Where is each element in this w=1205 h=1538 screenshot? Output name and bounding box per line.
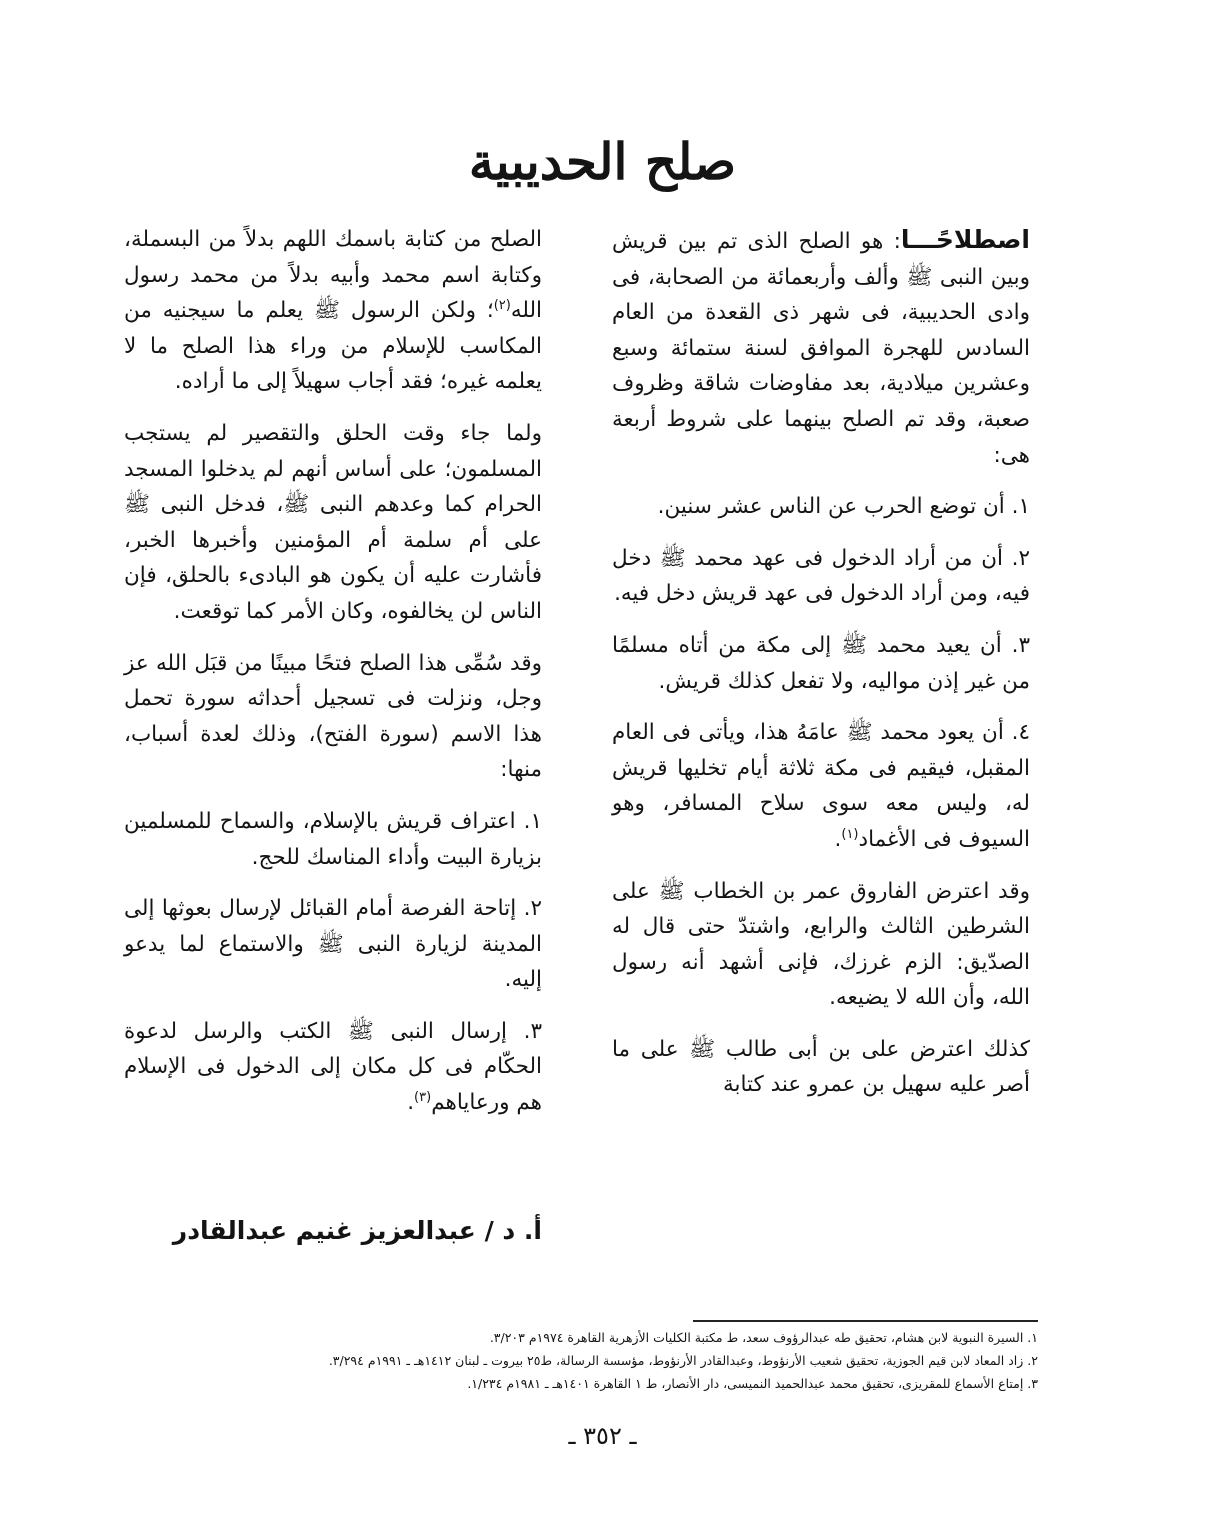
left-column — [124, 222, 542, 1137]
shaving-paragraph: ولما جاء وقت الحلق والتقصير لم يستجب المسلمون؛ على أساس أنهم لم يدخلوا المسجد الحرام كما وعدهم النبى ﷺ، فدخل النبى ﷺ على أم سلمة أم المؤمنين وأخبرها الخبر، فأشارت عليه أن يكون هو البادىء بالحلق، فإن الناس لن يخالفوه، وكان الأمر كما توقعت. — [124, 420, 542, 624]
footnote-ref-1: (١) — [841, 826, 859, 842]
footnote-divider — [693, 1320, 1038, 1322]
treaty-writing-paragraph — [124, 222, 542, 400]
ali-objection-paragraph: كذلك اعترض على بن أبى طالب ﷺ على ما أصر عليه سهيل بن عمرو عند كتابة — [612, 1036, 1030, 1098]
footnote-3: ٣. إمتاع الأسماع للمقريزى، تحقيق محمد عبدالحميد النميسى، دار الأنصار، ط ١ القاهرة ١٤٠١هـ ـ ١٩٨١م ١/٢٣٤. — [467, 1376, 1038, 1391]
treaty-writing-text-b: ؛ ولكن الرسول ﷺ يعلم ما سيجنيه من المكاسب للإسلام من وراء هذا الصلح ما لا يعلمه غيره؛ فقد أجاب سهيلاً إلى ما أراده. — [124, 298, 542, 395]
condition-2: ٢. أن من أراد الدخول فى عهد محمد ﷺ دخل فيه، ومن أراد الدخول فى عهد قريش دخل فيه. — [612, 545, 1030, 607]
right-column — [612, 222, 1030, 1119]
definition-text: : هو الصلح الذى تم بين قريش وبين النبى ﷺ وألف وأربعمائة من الصحابة، فى وادى الحديبية، فى شهر ذى القعدة من العام السادس للهجرة الموافق لسنة ستمائة وسبع وعشرين ميلادية، بعد مفاوضات شاقة وظروف صعبة، وقد تم الصلح بينهما على شروط أربعة هى: — [612, 229, 1030, 468]
condition-3: ٣. أن يعيد محمد ﷺ إلى مكة من أتاه مسلمًا من غير إذن مواليه، ولا تفعل كذلك قريش. — [612, 632, 1030, 694]
page-number: ـ ٣٥٢ ـ — [568, 1422, 637, 1450]
condition-4: ٤. أن يعود محمد ﷺ عامَهُ هذا، ويأتى فى العام المقبل، فيقيم فى مكة ثلاثة أيام تخليها قريش له، وليس معه سوى سلاح المسافر، وهو السيوف فى الأغماد$^{(١)}$. — [612, 720, 1030, 852]
footnote-2: ٢. زاد المعاد لابن قيم الجوزية، تحقيق شعيب الأرنؤوط، وعبدالقادر الأرنؤوط، مؤسسة الرسالة، ط٢٥ بيروت ـ لبنان ١٤١٢هـ ـ ١٩٩١م ٣/٢٩٤. — [328, 1353, 1038, 1368]
definition-paragraph — [612, 222, 1030, 473]
footnotes — [150, 1326, 1038, 1395]
condition-1: ١. أن توضع الحرب عن الناس عشر سنين. — [657, 494, 1030, 520]
reason-2: ٢. إتاحة الفرصة أمام القبائل لإرسال بعوثها إلى المدينة لزيارة النبى ﷺ والاستماع لما يدعو إليه. — [124, 896, 542, 993]
reason-3-text: ٣. إرسال النبى ﷺ الكتب والرسل لدعوة الحكّام فى كل مكان إلى الدخول فى الإسلام هم ورعاياهم — [124, 1018, 542, 1116]
reason-1: ١. اعتراف قريش بالإسلام، والسماح للمسلمين بزيارة البيت وأداء المناسك للحج. — [124, 808, 542, 870]
umar-objection-paragraph: وقد اعترض الفاروق عمر بن الخطاب ﷺ على الشرطين الثالث والرابع، واشتدّ حتى قال له الصدّيق: الزم غرزك، فإنى أشهد أنه رسول الله، وأن الله لا يضيعه. — [612, 878, 1030, 1011]
footnote-1: ١. السيرة النبوية لابن هشام، تحقيق طه عبدالرؤوف سعد، ط مكتبة الكليات الأزهرية القاهرة ١٩٧٤م ٣/٢٠٣. — [489, 1330, 1038, 1345]
treaty-writing-text-a: الصلح من كتابة باسمك اللهم بدلاً من البسملة، وكتابة اسم محمد وأبيه بدلاً من محمد رسول الله — [124, 227, 542, 324]
reason-3: ٣. إرسال النبى ﷺ الكتب والرسل لدعوة الحكّام فى كل مكان إلى الدخول فى الإسلام هم ورعاياهم$^{(٣)}$. — [124, 1018, 542, 1116]
footnote-ref-3: (٣) — [414, 1089, 432, 1105]
definition-lead: اصطلاحًـــا — [900, 225, 1030, 254]
clear-victory-paragraph: وقد سُمِّى هذا الصلح فتحًا مبينًا من قبَل الله عز وجل، ونزلت فى تسجيل أحداثه سورة تحمل هذا الاسم (سورة الفتح)، وذلك لعدة أسباب، منها: — [124, 650, 542, 783]
footnote-ref-2: (٢) — [493, 298, 511, 314]
page-title: صلح الحديبية — [468, 132, 737, 191]
author-signature: أ. د / عبدالعزيز غنيم عبدالقادر — [172, 1216, 542, 1245]
condition-4-text: ٤. أن يعود محمد ﷺ عامَهُ هذا، ويأتى فى العام المقبل، فيقيم فى مكة ثلاثة أيام تخليها قريش له، وليس معه سوى سلاح المسافر، وهو السيوف فى الأغماد — [612, 720, 1030, 852]
